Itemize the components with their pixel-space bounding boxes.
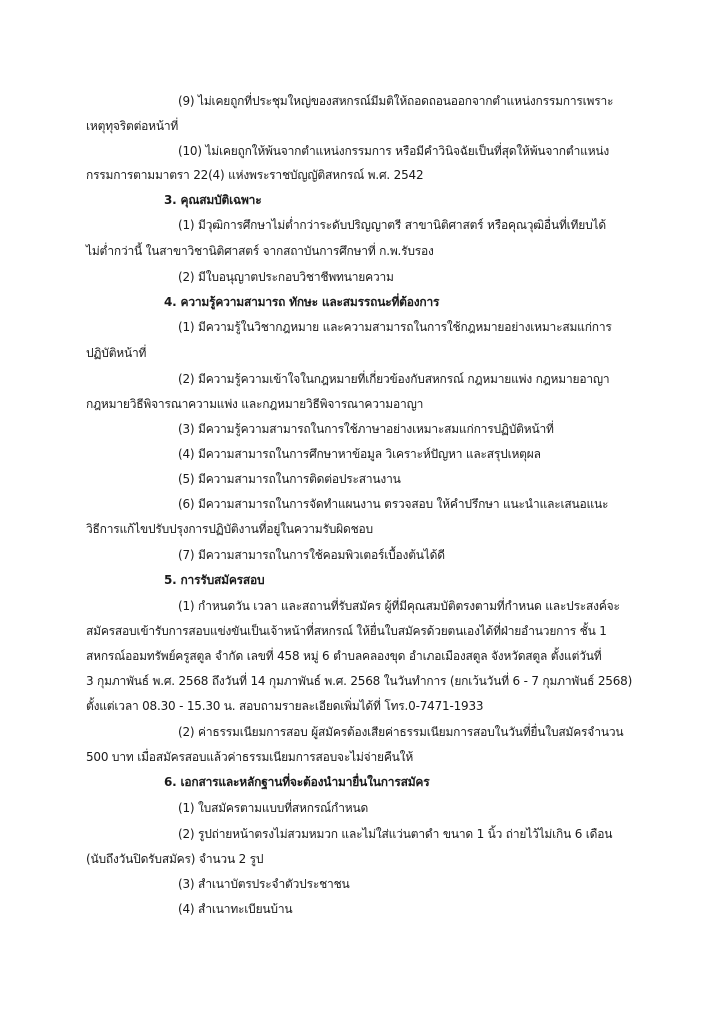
section-heading-4: 4. ความรู้ความสามารถ ทักษะ และสมรรถนะที่ต้องการ <box>164 295 440 309</box>
text-line-12: (2) มีความรู้ความเข้าใจในกฎหมายที่เกี่ยวข้องกับสหกรณ์ กฎหมายแพ่ง กฎหมายอาญา <box>178 372 610 386</box>
section-heading-3: 3. คุณสมบัติเฉพาะ <box>164 193 262 207</box>
text-line-7: ไม่ต่ำกว่านี้ ในสาขาวิชานิติศาสตร์ จากสถาบันการศึกษาที่ ก.พ.รับรอง <box>86 244 434 258</box>
text-line-8: (2) มีใบอนุญาตประกอบวิชาชีพทนายความ <box>178 270 394 284</box>
text-line-6: (1) มีวุฒิการศึกษาไม่ต่ำกว่าระดับปริญญาตรี สาขานิติศาสตร์ หรือคุณวุฒิอื่นที่เทียบได้ <box>178 218 606 232</box>
text-line-13: กฎหมายวิธีพิจารณาความแพ่ง และกฎหมายวิธีพิจารณาความอาญา <box>86 397 424 411</box>
text-line-24: 3 กุมภาพันธ์ พ.ศ. 2568 ถึงวันที่ 14 กุมภาพันธ์ พ.ศ. 2568 ในวันทำการ (ยกเว้นวันที่ 6 - 7 กุมภาพันธ์ 2568) <box>86 674 633 688</box>
text-line-17: (6) มีความสามารถในการจัดทำแผนงาน ตรวจสอบ ให้คำปรึกษา แนะนำและเสนอแนะ <box>178 497 609 511</box>
text-line-27: 500 บาท เมื่อสมัครสอบแล้วค่าธรรมเนียมการสอบจะไม่จ่ายคืนให้ <box>86 750 414 764</box>
text-line-29: (1) ใบสมัครตามแบบที่สหกรณ์กำหนด <box>178 801 369 815</box>
text-line-30: (2) รูปถ่ายหน้าตรงไม่สวมหมวก และไม่ใส่แว่นตาดำ ขนาด 1 นิ้ว ถ่ายไว้ไม่เกิน 6 เดือน <box>178 827 613 841</box>
text-line-21: (1) กำหนดวัน เวลา และสถานที่รับสมัคร ผู้ที่มีคุณสมบัติตรงตามที่กำหนด และประสงค์จะ <box>178 599 620 613</box>
text-line-15: (4) มีความสามารถในการศึกษาหาข้อมูล วิเคราะห์ปัญหา และสรุปเหตุผล <box>178 447 541 461</box>
text-line-19: (7) มีความสามารถในการใช้คอมพิวเตอร์เบื้องต้นได้ดี <box>178 548 445 562</box>
text-line-10: (1) มีความรู้ในวิชากฎหมาย และความสามารถในการใช้กฎหมายอย่างเหมาะสมแก่การ <box>178 320 612 334</box>
text-line-22: สมัครสอบเข้ารับการสอบแข่งขันเป็นเจ้าหน้าที่สหกรณ์ ให้ยื่นใบสมัครด้วยตนเองได้ที่ฝ่ายอำนวยการ ชั้น 1 <box>86 624 607 638</box>
text-line-1: (9) ไม่เคยถูกที่ประชุมใหญ่ของสหกรณ์มีมติให้ถอดถอนออกจากตำแหน่งกรรมการเพราะ <box>178 94 614 108</box>
text-line-31: (นับถึงวันปิดรับสมัคร) จำนวน 2 รูป <box>86 852 264 866</box>
text-line-26: (2) ค่าธรรมเนียมการสอบ ผู้สมัครต้องเสียค่าธรรมเนียมการสอบในวันที่ยื่นใบสมัครจำนวน <box>178 725 624 739</box>
text-line-2: เหตุทุจริตต่อหน้าที่ <box>86 119 179 133</box>
text-line-18: วิธีการแก้ไขปรับปรุงการปฏิบัติงานที่อยู่ในความรับผิดชอบ <box>86 522 373 536</box>
section-heading-5: 5. การรับสมัครสอบ <box>164 573 265 587</box>
text-line-23: สหกรณ์ออมทรัพย์ครูสตูล จำกัด เลขที่ 458 หมู่ 6 ตำบลคลองขุด อำเภอเมืองสตูล จังหวัดสตูล ตั้งแต่วันที่ <box>86 649 602 663</box>
section-heading-6: 6. เอกสารและหลักฐานที่จะต้องนำมายื่นในการสมัคร <box>164 775 430 789</box>
text-line-33: (4) สำเนาทะเบียนบ้าน <box>178 902 293 916</box>
text-line-32: (3) สำเนาบัตรประจำตัวประชาชน <box>178 877 350 891</box>
text-line-14: (3) มีความรู้ความสามารถในการใช้ภาษาอย่างเหมาะสมแก่การปฏิบัติหน้าที่ <box>178 422 554 436</box>
text-line-3: (10) ไม่เคยถูกให้พ้นจากตำแหน่งกรรมการ หรือมีคำวินิจฉัยเป็นที่สุดให้พ้นจากตำแหน่ง <box>178 144 610 158</box>
text-line-25: ตั้งแต่เวลา 08.30 - 15.30 น. สอบถามรายละเอียดเพิ่มได้ที่ โทร.0-7471-1933 <box>86 699 484 713</box>
text-line-11: ปฏิบัติหน้าที่ <box>86 346 147 360</box>
text-line-16: (5) มีความสามารถในการติดต่อประสานงาน <box>178 472 401 486</box>
text-line-4: กรรมการตามมาตรา 22(4) แห่งพระราชบัญญัติสหกรณ์ พ.ศ. 2542 <box>86 168 424 182</box>
